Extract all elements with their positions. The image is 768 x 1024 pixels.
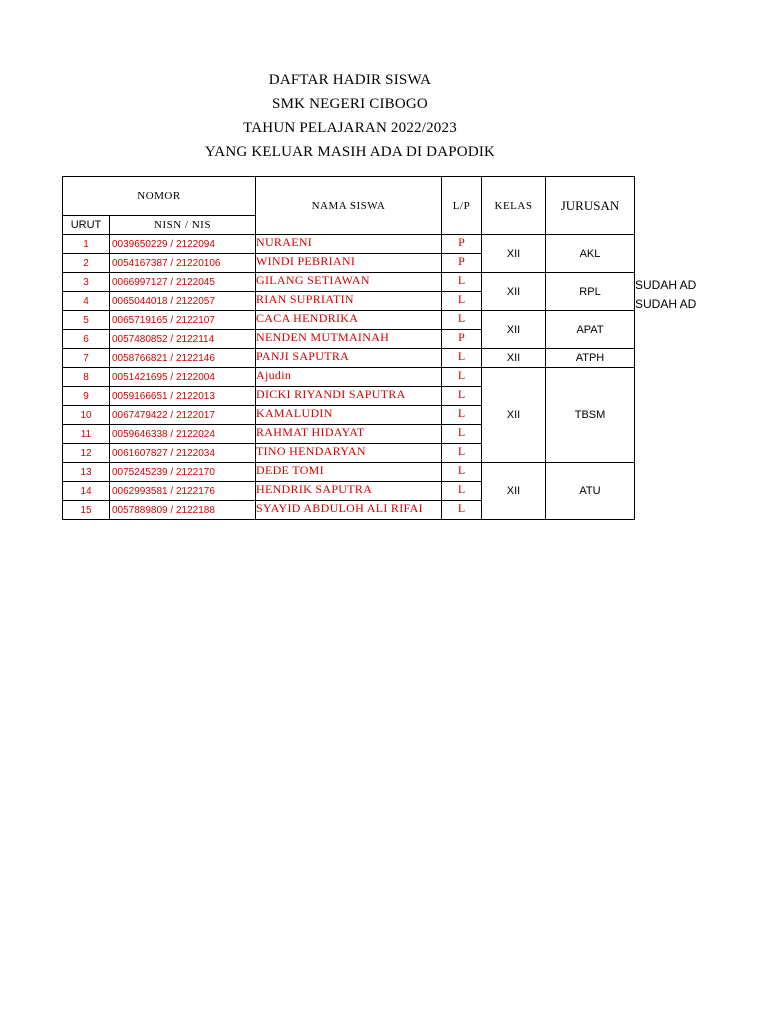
title-line-2: SMK NEGERI CIBOGO xyxy=(272,96,428,112)
title-line-3: TAHUN PELAJARAN 2022/2023 xyxy=(243,120,457,136)
student-number: 10 xyxy=(63,406,110,425)
title-line-1: DAFTAR HADIR SISWA xyxy=(268,72,432,88)
group-jurusan: ATPH xyxy=(546,349,635,368)
student-name: PANJI SAPUTRA xyxy=(256,349,442,368)
student-gender: L xyxy=(442,406,482,425)
student-name: RAHMAT HIDAYAT xyxy=(256,425,442,444)
student-gender: L xyxy=(442,444,482,463)
group-kelas: XII xyxy=(482,235,546,273)
group-kelas: XII xyxy=(482,349,546,368)
student-number: 5 xyxy=(63,311,110,330)
student-number: 9 xyxy=(63,387,110,406)
header-jurusan: JURUSAN xyxy=(546,177,635,235)
attendance-table-body xyxy=(63,235,635,520)
student-gender: L xyxy=(442,501,482,520)
group-jurusan: ATU xyxy=(546,463,635,520)
table-row xyxy=(63,463,635,482)
student-number: 4 xyxy=(63,292,110,311)
header-urut: URUT xyxy=(63,216,110,235)
group-kelas: XII xyxy=(482,463,546,520)
table-row xyxy=(63,311,635,330)
student-nisn: 0058766821 / 2122146 xyxy=(110,349,256,368)
header-nama-siswa: NAMA SISWA xyxy=(256,177,442,235)
student-nisn: 0067479422 / 2122017 xyxy=(110,406,256,425)
student-name: DEDE TOMI xyxy=(256,463,442,482)
student-gender: L xyxy=(442,387,482,406)
student-number: 12 xyxy=(63,444,110,463)
student-number: 13 xyxy=(63,463,110,482)
table-row xyxy=(63,235,635,254)
student-gender: L xyxy=(442,368,482,387)
student-gender: L xyxy=(442,349,482,368)
student-name: DICKI RIYANDI SAPUTRA xyxy=(256,387,442,406)
group-jurusan: RPL xyxy=(546,273,635,311)
student-name: HENDRIK SAPUTRA xyxy=(256,482,442,501)
student-nisn: 0075245239 / 2122170 xyxy=(110,463,256,482)
student-number: 14 xyxy=(63,482,110,501)
student-name: NURAENI xyxy=(256,235,442,254)
student-nisn: 0062993581 / 2122176 xyxy=(110,482,256,501)
student-nisn: 0057480852 / 2122114 xyxy=(110,330,256,349)
student-nisn: 0051421695 / 2122004 xyxy=(110,368,256,387)
group-kelas: XII xyxy=(482,273,546,311)
table-row xyxy=(63,349,635,368)
student-number: 15 xyxy=(63,501,110,520)
group-jurusan: APAT xyxy=(546,311,635,349)
table-row xyxy=(63,368,635,387)
student-number: 6 xyxy=(63,330,110,349)
student-name: WINDI PEBRIANI xyxy=(256,254,442,273)
group-jurusan: AKL xyxy=(546,235,635,273)
group-kelas: XII xyxy=(482,368,546,463)
student-gender: L xyxy=(442,463,482,482)
student-gender: P xyxy=(442,235,482,254)
attendance-table xyxy=(62,176,635,520)
student-nisn: 0065719165 / 2122107 xyxy=(110,311,256,330)
student-name: Ajudin xyxy=(256,368,442,387)
student-gender: P xyxy=(442,330,482,349)
side-notes xyxy=(635,276,696,314)
note-sudah-ad: SUDAH AD xyxy=(635,297,697,311)
student-number: 8 xyxy=(63,368,110,387)
student-gender: L xyxy=(442,425,482,444)
student-gender: L xyxy=(442,273,482,292)
student-name: KAMALUDIN xyxy=(256,406,442,425)
document-title-block xyxy=(0,68,700,164)
student-name: TINO HENDARYAN xyxy=(256,444,442,463)
student-name: RIAN SUPRIATIN xyxy=(256,292,442,311)
student-nisn: 0057889809 / 2122188 xyxy=(110,501,256,520)
title-line-4: YANG KELUAR MASIH ADA DI DAPODIK xyxy=(204,144,496,160)
student-nisn: 0066997127 / 2122045 xyxy=(110,273,256,292)
student-number: 1 xyxy=(63,235,110,254)
note-sudah-ad: SUDAH AD xyxy=(635,278,697,292)
student-name: CACA HENDRIKA xyxy=(256,311,442,330)
student-nisn: 0065044018 / 2122057 xyxy=(110,292,256,311)
header-nisn: NISN / NIS xyxy=(110,216,256,235)
header-lp: L/P xyxy=(442,177,482,235)
student-number: 3 xyxy=(63,273,110,292)
student-nisn: 0059646338 / 2122024 xyxy=(110,425,256,444)
student-gender: L xyxy=(442,482,482,501)
group-kelas: XII xyxy=(482,311,546,349)
student-gender: L xyxy=(442,311,482,330)
student-nisn: 0061607827 / 2122034 xyxy=(110,444,256,463)
student-name: GILANG SETIAWAN xyxy=(256,273,442,292)
header-kelas: KELAS xyxy=(482,177,546,235)
student-gender: L xyxy=(442,292,482,311)
student-number: 11 xyxy=(63,425,110,444)
table-row xyxy=(63,273,635,292)
student-nisn: 0039650229 / 2122094 xyxy=(110,235,256,254)
student-name: SYAYID ABDULOH ALI RIFAI xyxy=(256,501,442,520)
student-nisn: 0059166651 / 2122013 xyxy=(110,387,256,406)
student-nisn: 0054167387 / 21220106 xyxy=(110,254,256,273)
group-jurusan: TBSM xyxy=(546,368,635,463)
student-name: NENDEN MUTMAINAH xyxy=(256,330,442,349)
student-number: 7 xyxy=(63,349,110,368)
student-number: 2 xyxy=(63,254,110,273)
student-gender: P xyxy=(442,254,482,273)
header-nomor: NOMOR xyxy=(63,177,256,216)
